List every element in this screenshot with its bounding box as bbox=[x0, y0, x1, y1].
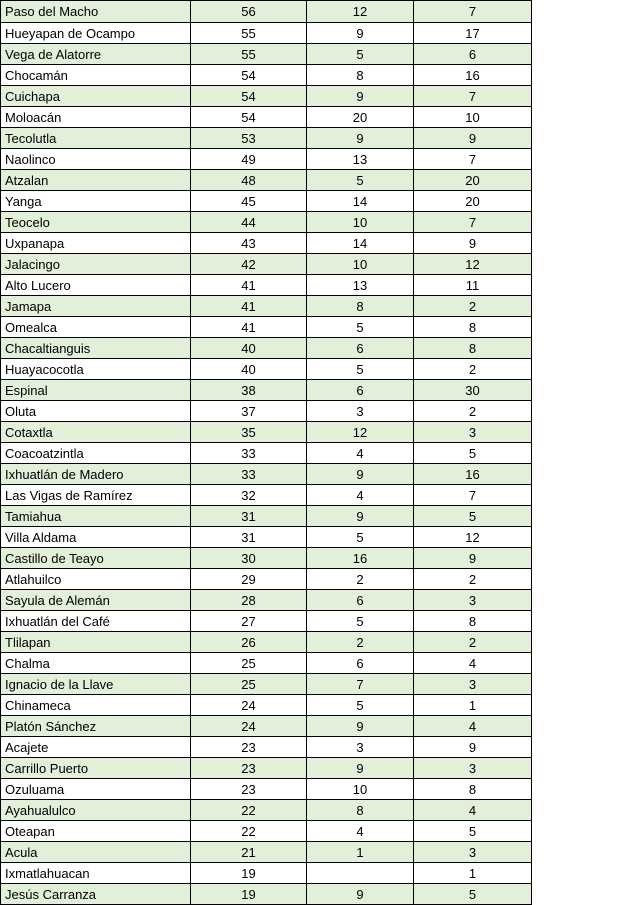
value-b-cell: 5 bbox=[307, 611, 414, 632]
municipality-name-cell: Ixhuatlán de Madero bbox=[1, 464, 191, 485]
value-c-cell: 9 bbox=[414, 128, 532, 149]
table-row bbox=[1, 401, 532, 422]
value-c-cell: 2 bbox=[414, 401, 532, 422]
municipality-name-cell: Huayacocotla bbox=[1, 359, 191, 380]
table-row bbox=[1, 128, 532, 149]
municipality-name-cell: Cotaxtla bbox=[1, 422, 191, 443]
value-c-cell: 3 bbox=[414, 590, 532, 611]
table-row bbox=[1, 86, 532, 107]
municipality-name-cell: Sayula de Alemán bbox=[1, 590, 191, 611]
value-a-cell: 23 bbox=[191, 779, 307, 800]
municipality-name-cell: Chocamán bbox=[1, 65, 191, 86]
table-row bbox=[1, 149, 532, 170]
value-b-cell: 6 bbox=[307, 338, 414, 359]
value-c-cell: 4 bbox=[414, 653, 532, 674]
table-row bbox=[1, 716, 532, 737]
table-row bbox=[1, 548, 532, 569]
value-a-cell: 44 bbox=[191, 212, 307, 233]
value-a-cell: 25 bbox=[191, 653, 307, 674]
value-c-cell: 2 bbox=[414, 632, 532, 653]
value-b-cell: 9 bbox=[307, 23, 414, 44]
value-a-cell: 22 bbox=[191, 800, 307, 821]
value-a-cell: 23 bbox=[191, 737, 307, 758]
table-row bbox=[1, 23, 532, 44]
municipality-name-cell: Chacaltianguis bbox=[1, 338, 191, 359]
municipality-name-cell: Villa Aldama bbox=[1, 527, 191, 548]
value-a-cell: 41 bbox=[191, 296, 307, 317]
value-b-cell: 9 bbox=[307, 464, 414, 485]
value-b-cell: 9 bbox=[307, 758, 414, 779]
municipality-name-cell: Coacoatzintla bbox=[1, 443, 191, 464]
value-c-cell: 8 bbox=[414, 338, 532, 359]
value-b-cell: 4 bbox=[307, 443, 414, 464]
value-c-cell: 4 bbox=[414, 800, 532, 821]
table-row bbox=[1, 1, 532, 23]
value-a-cell: 32 bbox=[191, 485, 307, 506]
value-a-cell: 35 bbox=[191, 422, 307, 443]
municipality-name-cell: Ozuluama bbox=[1, 779, 191, 800]
table-row bbox=[1, 842, 532, 863]
value-b-cell: 20 bbox=[307, 107, 414, 128]
value-b-cell: 5 bbox=[307, 695, 414, 716]
value-b-cell: 9 bbox=[307, 716, 414, 737]
value-a-cell: 49 bbox=[191, 149, 307, 170]
value-a-cell: 24 bbox=[191, 716, 307, 737]
municipality-name-cell: Acula bbox=[1, 842, 191, 863]
table-row bbox=[1, 632, 532, 653]
value-a-cell: 40 bbox=[191, 338, 307, 359]
table-row bbox=[1, 170, 532, 191]
value-a-cell: 27 bbox=[191, 611, 307, 632]
table-row bbox=[1, 380, 532, 401]
value-b-cell: 8 bbox=[307, 800, 414, 821]
municipality-name-cell: Las Vigas de Ramírez bbox=[1, 485, 191, 506]
table-row bbox=[1, 674, 532, 695]
value-c-cell: 1 bbox=[414, 695, 532, 716]
table-row bbox=[1, 758, 532, 779]
value-b-cell: 5 bbox=[307, 317, 414, 338]
value-c-cell: 3 bbox=[414, 842, 532, 863]
value-a-cell: 54 bbox=[191, 65, 307, 86]
value-b-cell: 13 bbox=[307, 275, 414, 296]
value-a-cell: 37 bbox=[191, 401, 307, 422]
value-b-cell: 7 bbox=[307, 674, 414, 695]
table-row bbox=[1, 569, 532, 590]
value-b-cell: 14 bbox=[307, 233, 414, 254]
value-c-cell: 12 bbox=[414, 527, 532, 548]
municipality-name-cell: Paso del Macho bbox=[1, 1, 191, 23]
municipality-name-cell: Cuichapa bbox=[1, 86, 191, 107]
value-a-cell: 30 bbox=[191, 548, 307, 569]
value-c-cell: 7 bbox=[414, 212, 532, 233]
value-b-cell: 9 bbox=[307, 884, 414, 905]
value-b-cell: 8 bbox=[307, 296, 414, 317]
value-a-cell: 48 bbox=[191, 170, 307, 191]
value-c-cell: 3 bbox=[414, 758, 532, 779]
table-row bbox=[1, 254, 532, 275]
value-b-cell: 3 bbox=[307, 401, 414, 422]
table-row bbox=[1, 296, 532, 317]
value-b-cell: 10 bbox=[307, 212, 414, 233]
value-a-cell: 54 bbox=[191, 107, 307, 128]
value-c-cell: 8 bbox=[414, 317, 532, 338]
table-row bbox=[1, 275, 532, 296]
value-b-cell: 4 bbox=[307, 821, 414, 842]
value-c-cell: 7 bbox=[414, 149, 532, 170]
value-b-cell: 5 bbox=[307, 170, 414, 191]
table-row bbox=[1, 212, 532, 233]
municipality-name-cell: Omealca bbox=[1, 317, 191, 338]
value-c-cell: 8 bbox=[414, 611, 532, 632]
municipality-name-cell: Tlilapan bbox=[1, 632, 191, 653]
municipality-name-cell: Tamiahua bbox=[1, 506, 191, 527]
table-row bbox=[1, 695, 532, 716]
value-b-cell: 9 bbox=[307, 128, 414, 149]
municipality-name-cell: Oluta bbox=[1, 401, 191, 422]
table-row bbox=[1, 485, 532, 506]
value-c-cell: 7 bbox=[414, 1, 532, 23]
value-b-cell: 5 bbox=[307, 527, 414, 548]
value-a-cell: 41 bbox=[191, 317, 307, 338]
value-a-cell: 28 bbox=[191, 590, 307, 611]
value-c-cell: 2 bbox=[414, 359, 532, 380]
value-a-cell: 31 bbox=[191, 506, 307, 527]
value-b-cell: 12 bbox=[307, 1, 414, 23]
table-row bbox=[1, 191, 532, 212]
value-c-cell: 1 bbox=[414, 863, 532, 884]
value-c-cell: 10 bbox=[414, 107, 532, 128]
table-row bbox=[1, 737, 532, 758]
value-b-cell: 6 bbox=[307, 380, 414, 401]
value-c-cell: 3 bbox=[414, 674, 532, 695]
municipality-name-cell: Castillo de Teayo bbox=[1, 548, 191, 569]
table-row bbox=[1, 359, 532, 380]
value-a-cell: 38 bbox=[191, 380, 307, 401]
table-row bbox=[1, 443, 532, 464]
municipality-name-cell: Chalma bbox=[1, 653, 191, 674]
value-c-cell: 30 bbox=[414, 380, 532, 401]
value-c-cell: 12 bbox=[414, 254, 532, 275]
municipality-name-cell: Tecolutla bbox=[1, 128, 191, 149]
value-b-cell: 2 bbox=[307, 632, 414, 653]
value-b-cell: 6 bbox=[307, 653, 414, 674]
value-a-cell: 21 bbox=[191, 842, 307, 863]
table-row bbox=[1, 653, 532, 674]
value-a-cell: 55 bbox=[191, 23, 307, 44]
value-c-cell: 11 bbox=[414, 275, 532, 296]
table-row bbox=[1, 527, 532, 548]
value-a-cell: 33 bbox=[191, 464, 307, 485]
table-row bbox=[1, 107, 532, 128]
municipality-name-cell: Vega de Alatorre bbox=[1, 44, 191, 65]
value-c-cell: 2 bbox=[414, 296, 532, 317]
value-a-cell: 31 bbox=[191, 527, 307, 548]
value-b-cell: 10 bbox=[307, 254, 414, 275]
value-a-cell: 22 bbox=[191, 821, 307, 842]
value-b-cell: 10 bbox=[307, 779, 414, 800]
value-c-cell: 8 bbox=[414, 779, 532, 800]
table-row bbox=[1, 800, 532, 821]
value-c-cell: 5 bbox=[414, 821, 532, 842]
value-a-cell: 45 bbox=[191, 191, 307, 212]
value-c-cell: 4 bbox=[414, 716, 532, 737]
value-a-cell: 33 bbox=[191, 443, 307, 464]
table-row bbox=[1, 422, 532, 443]
value-a-cell: 43 bbox=[191, 233, 307, 254]
value-b-cell: 12 bbox=[307, 422, 414, 443]
value-a-cell: 42 bbox=[191, 254, 307, 275]
value-a-cell: 54 bbox=[191, 86, 307, 107]
value-c-cell: 5 bbox=[414, 443, 532, 464]
value-c-cell: 9 bbox=[414, 737, 532, 758]
municipality-name-cell: Jalacingo bbox=[1, 254, 191, 275]
value-a-cell: 40 bbox=[191, 359, 307, 380]
value-a-cell: 26 bbox=[191, 632, 307, 653]
table-body bbox=[1, 1, 532, 905]
municipality-name-cell: Carrillo Puerto bbox=[1, 758, 191, 779]
value-b-cell: 6 bbox=[307, 590, 414, 611]
table-row bbox=[1, 779, 532, 800]
table-row bbox=[1, 863, 532, 884]
value-c-cell: 5 bbox=[414, 884, 532, 905]
value-c-cell: 3 bbox=[414, 422, 532, 443]
value-c-cell: 16 bbox=[414, 65, 532, 86]
table-row bbox=[1, 821, 532, 842]
value-c-cell: 6 bbox=[414, 44, 532, 65]
municipality-name-cell: Yanga bbox=[1, 191, 191, 212]
value-b-cell: 9 bbox=[307, 506, 414, 527]
table-row bbox=[1, 338, 532, 359]
value-c-cell: 7 bbox=[414, 86, 532, 107]
municipality-name-cell: Ayahualulco bbox=[1, 800, 191, 821]
table-row bbox=[1, 884, 532, 905]
value-b-cell: 9 bbox=[307, 86, 414, 107]
value-c-cell: 2 bbox=[414, 569, 532, 590]
value-b-cell: 14 bbox=[307, 191, 414, 212]
municipality-name-cell: Uxpanapa bbox=[1, 233, 191, 254]
table-row bbox=[1, 611, 532, 632]
table-row bbox=[1, 317, 532, 338]
value-c-cell: 20 bbox=[414, 191, 532, 212]
value-a-cell: 24 bbox=[191, 695, 307, 716]
value-c-cell: 20 bbox=[414, 170, 532, 191]
municipality-name-cell: Oteapan bbox=[1, 821, 191, 842]
municipality-name-cell: Ignacio de la Llave bbox=[1, 674, 191, 695]
value-a-cell: 29 bbox=[191, 569, 307, 590]
municipality-name-cell: Ixhuatlán del Café bbox=[1, 611, 191, 632]
value-b-cell bbox=[307, 863, 414, 884]
value-a-cell: 56 bbox=[191, 1, 307, 23]
municipality-name-cell: Alto Lucero bbox=[1, 275, 191, 296]
value-a-cell: 19 bbox=[191, 863, 307, 884]
value-b-cell: 8 bbox=[307, 65, 414, 86]
municipality-name-cell: Acajete bbox=[1, 737, 191, 758]
value-a-cell: 55 bbox=[191, 44, 307, 65]
value-c-cell: 17 bbox=[414, 23, 532, 44]
table-row bbox=[1, 590, 532, 611]
table-row bbox=[1, 65, 532, 86]
municipality-name-cell: Atzalan bbox=[1, 170, 191, 191]
municipality-name-cell: Teocelo bbox=[1, 212, 191, 233]
municipality-name-cell: Chinameca bbox=[1, 695, 191, 716]
table-row bbox=[1, 233, 532, 254]
value-b-cell: 1 bbox=[307, 842, 414, 863]
value-c-cell: 16 bbox=[414, 464, 532, 485]
value-b-cell: 3 bbox=[307, 737, 414, 758]
municipality-name-cell: Jamapa bbox=[1, 296, 191, 317]
table-row bbox=[1, 464, 532, 485]
municipality-name-cell: Jesús Carranza bbox=[1, 884, 191, 905]
value-c-cell: 9 bbox=[414, 233, 532, 254]
value-b-cell: 5 bbox=[307, 44, 414, 65]
value-b-cell: 5 bbox=[307, 359, 414, 380]
value-c-cell: 5 bbox=[414, 506, 532, 527]
value-b-cell: 2 bbox=[307, 569, 414, 590]
value-b-cell: 4 bbox=[307, 485, 414, 506]
municipality-name-cell: Hueyapan de Ocampo bbox=[1, 23, 191, 44]
value-a-cell: 25 bbox=[191, 674, 307, 695]
value-c-cell: 9 bbox=[414, 548, 532, 569]
value-b-cell: 13 bbox=[307, 149, 414, 170]
municipality-name-cell: Naolinco bbox=[1, 149, 191, 170]
value-a-cell: 23 bbox=[191, 758, 307, 779]
municipality-name-cell: Platón Sánchez bbox=[1, 716, 191, 737]
value-a-cell: 19 bbox=[191, 884, 307, 905]
municipality-name-cell: Moloacán bbox=[1, 107, 191, 128]
table-row bbox=[1, 44, 532, 65]
value-b-cell: 16 bbox=[307, 548, 414, 569]
municipality-name-cell: Ixmatlahuacan bbox=[1, 863, 191, 884]
value-a-cell: 41 bbox=[191, 275, 307, 296]
municipality-name-cell: Espinal bbox=[1, 380, 191, 401]
value-c-cell: 7 bbox=[414, 485, 532, 506]
value-a-cell: 53 bbox=[191, 128, 307, 149]
municipality-name-cell: Atlahuilco bbox=[1, 569, 191, 590]
table-row bbox=[1, 506, 532, 527]
